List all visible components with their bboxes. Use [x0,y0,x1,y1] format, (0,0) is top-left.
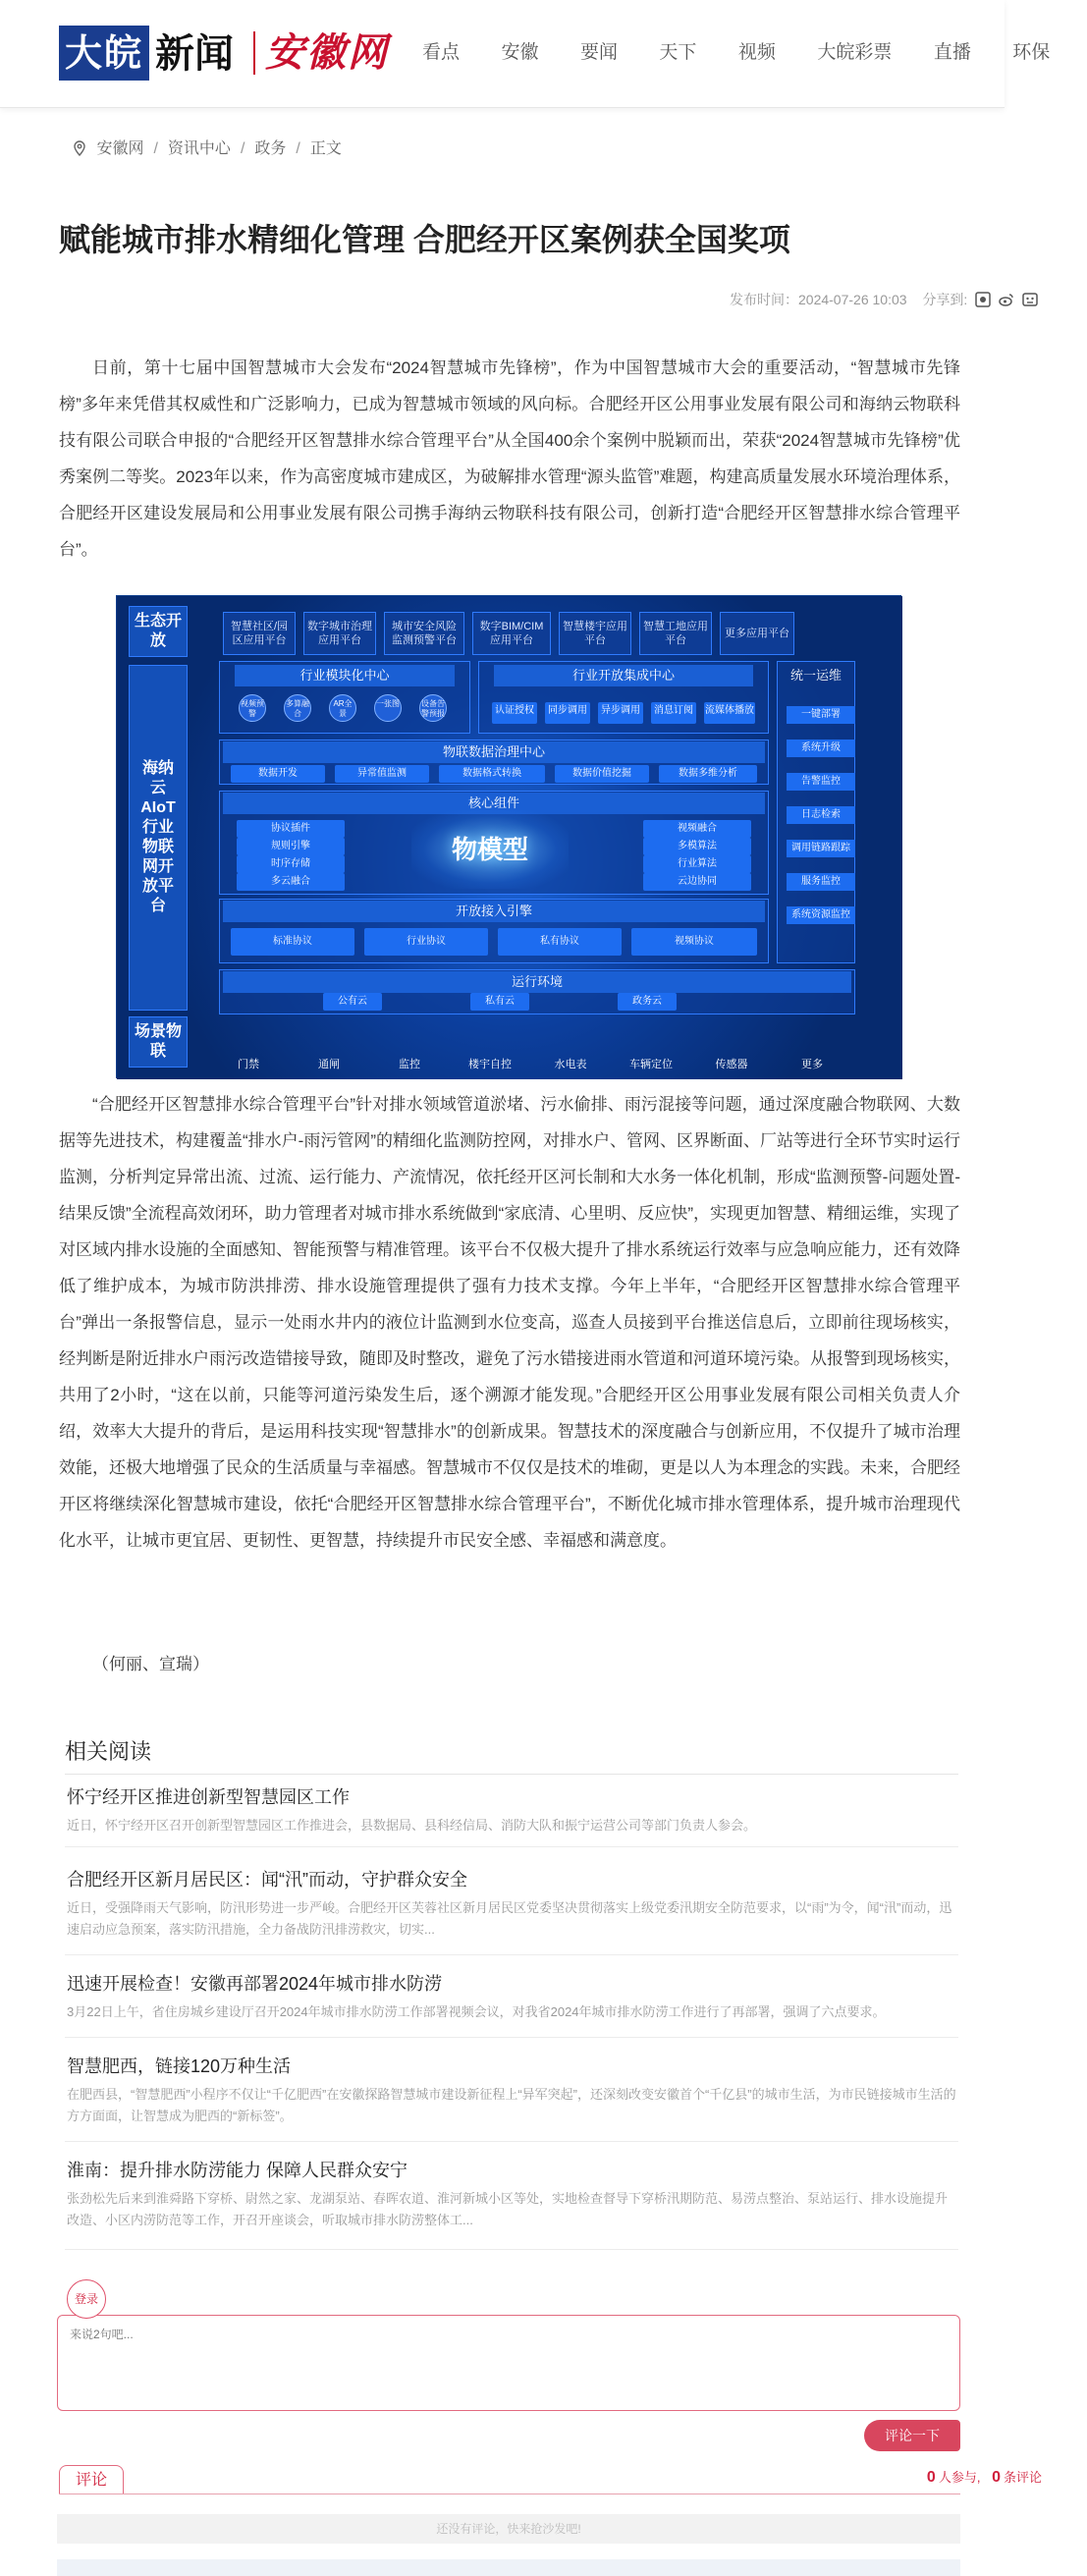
related-item-title[interactable]: 迅速开展检查！安徽再部署2024年城市排水防涝 [67,1974,443,1994]
fig-bottom-3: 监控 [399,1059,420,1070]
fig-bottom-6: 车辆定位 [629,1059,673,1070]
article-meta [730,289,1038,310]
fig-core-model: 物模型 [411,810,569,889]
weibo-share-icon[interactable] [999,292,1014,307]
fig-label-scene: 场景物联 [129,1016,188,1068]
fig-core-right-1: 视频融合 [643,820,751,838]
fig-integration-head: 行业开放集成中心 [494,665,753,686]
fig-industry-chip-4: 一张图 [374,694,402,722]
fig-access-item-1: 标准协议 [231,928,354,956]
nav-item-tianxia[interactable]: 天下 [659,42,697,63]
publish-time: 2024-07-26 10:03 [798,292,907,307]
fig-access-item-2: 行业协议 [364,928,488,956]
fig-integration-chip-4: 消息订阅 [651,702,696,724]
related-item [67,1783,958,1836]
fig-bottom-8: 更多 [801,1059,823,1070]
logo-divider [253,31,255,75]
fig-core-right-2: 多模算法 [643,838,751,855]
fig-runtime-item-3: 政务云 [618,993,677,1011]
fig-core-left-2: 规则引擎 [237,838,345,855]
fig-data-pill-3: 数据格式转换 [439,765,545,783]
fig-core-left-1: 协议插件 [237,820,345,838]
main-nav [422,39,1087,67]
fig-ops-item-2: 系统升级 [787,740,855,757]
tab-comments[interactable]: 评论 [59,2465,124,2494]
article-byline: （何丽、宣瑞） [92,1655,209,1673]
logo-news[interactable]: 新闻 [155,31,234,77]
related-item-summary: 近日，受强降雨天气影响，防汛形势进一步严峻。合肥经开区芙蓉社区新月居民区党委坚决贯彻落实上级党委汛期安全防范要求，以“雨”为令，闻“汛”而动，迅速启动应急预案，落实防汛措施，全力备战防汛排涝救灾，切实... [67,1900,952,1937]
fig-ops-item-1: 一键部署 [787,706,855,724]
breadcrumb-government[interactable]: 政务 [254,140,287,157]
fig-ops-item-6: 服务监控 [787,873,855,891]
fig-core-left-4: 多云融合 [237,873,345,891]
fig-data-pill-4: 数据价值挖掘 [555,765,649,783]
fig-label-ecosystem: 生态开放 [129,606,188,657]
comment-input[interactable] [57,2315,960,2411]
login-button[interactable]: 登录 [67,2279,106,2319]
location-pin-icon [73,140,86,156]
fig-bottom-4: 楼宇自控 [468,1059,512,1070]
fig-top-app-2: 数字城市治理应用平台 [303,612,376,655]
fig-industry-head: 行业模块化中心 [235,665,455,686]
fig-data-pill-2: 异常值监测 [335,765,429,783]
related-item [67,2157,958,2231]
breadcrumb-separator: / [296,140,300,157]
fig-data-pill-5: 数据多维分析 [659,765,757,783]
related-item [67,1970,958,2023]
article-title: 赋能城市排水精细化管理 合肥经开区案例获全国奖项 [59,222,790,257]
site-header [0,0,1051,108]
participants-label: 人参与, [938,2470,981,2485]
fig-data-head: 物联数据治理中心 [223,741,765,763]
comment-stats [927,2467,1042,2489]
related-item-divider [65,1846,958,1847]
related-item-title[interactable]: 怀宁经开区推进创新型智慧园区工作 [67,1787,350,1807]
related-item-summary: 3月22日上午，省住房城乡建设厅召开2024年城市排水防涝工作部署视频会议，对我省2024年城市排水防涝工作进行了再部署，强调了六点要求。 [67,2004,886,2019]
qzone-share-icon[interactable] [975,292,991,307]
fig-runtime-item-1: 公有云 [323,993,382,1011]
fig-core-right-4: 云边协同 [643,873,751,891]
related-item-divider [65,1954,958,1955]
related-item-title[interactable]: 淮南：提升排水防涝能力 保障人民群众安宁 [67,2161,408,2180]
fig-ops-item-3: 告警监控 [787,773,855,791]
nav-item-env[interactable]: 环保 [1012,42,1051,63]
fig-runtime-item-2: 私有云 [470,993,529,1011]
fig-data-pill-1: 数据开发 [231,765,325,783]
fig-label-platform: 海纳云AIoT行业物联网开放平台 [129,665,188,1011]
fig-top-app-5: 智慧楼宇应用平台 [559,612,631,655]
publish-label: 发布时间： [730,292,798,307]
nav-item-lottery[interactable]: 大皖彩票 [817,42,893,63]
fig-core-left-3: 时序存储 [237,855,345,873]
fig-top-app-4: 数字BIM/CIM应用平台 [472,612,551,655]
breadcrumb-news-center[interactable]: 资讯中心 [167,140,231,157]
wechat-share-icon[interactable] [1022,292,1038,307]
fig-runtime-head: 运行环境 [223,971,851,993]
related-item-divider [65,2037,958,2038]
related-item-divider [65,2141,958,2142]
comments-count: 0 [992,2469,1001,2486]
nav-item-yaowen[interactable]: 要闻 [579,42,618,63]
related-item [67,2053,958,2127]
related-divider [65,1774,958,1775]
related-item-title[interactable]: 智慧肥西，链接120万种生活 [67,2056,292,2076]
fig-top-app-7: 更多应用平台 [720,612,794,655]
fig-bottom-2: 通闸 [318,1059,340,1070]
fig-bottom-1: 门禁 [238,1059,259,1070]
breadcrumb-current: 正文 [309,140,342,157]
fig-core-right-3: 行业算法 [643,855,751,873]
breadcrumb-separator: / [240,140,245,157]
related-item-divider [65,2249,958,2250]
article-paragraph-1: 日前，第十七届中国智慧城市大会发布“2024智慧城市先锋榜”，作为中国智慧城市大会的重要活动，“智慧城市先锋榜”多年来凭借其权威性和广泛影响力，已成为智慧城市领域的风向标。合肥经开区公用事业发展有限公司和海纳云物联科技有限公司联合申报的“合肥经开区智慧排水综合管理平台”从全国400余个案例中脱颖而出，荣获“2024智慧城市先锋榜”优秀案例二等奖。2023年以来，作为高密度城市建成区，为破解排水管理“源头监管”难题，构建高质量发展水环境治理体系，合肥经开区建设发展局和公用事业发展有限公司携手海纳云物联科技有限公司，创新打造“合肥经开区智慧排水综合管理平台”。 [59,358,960,559]
breadcrumb-separator: / [153,140,158,157]
fig-ops-item-7: 系统资源监控 [787,906,855,924]
related-item [67,1866,958,1941]
fig-ops-item-5: 调用链路跟踪 [787,840,855,857]
fig-top-app-6: 智慧工地应用平台 [639,612,712,655]
breadcrumb-home[interactable]: 安徽网 [96,140,144,157]
fig-top-app-3: 城市安全风险监测预警平台 [384,612,464,655]
participants-count: 0 [926,2469,936,2486]
comments-label: 条评论 [1003,2470,1042,2485]
platform-architecture-figure [116,595,901,1078]
fig-bottom-5: 水电表 [554,1059,587,1070]
related-item-summary: 在肥西县，“智慧肥西”小程序不仅让“千亿肥西”在安徽探路智慧城市建设新征程上“异军突起”，还深刻改变安徽首个“千亿县”的城市生活，为市民链接城市生活的方方面面，让智慧成为肥西的“新标签”。 [67,2087,956,2123]
fig-top-app-1: 智慧社区/园区应用平台 [223,612,296,655]
fig-industry-chip-2: 多算融合 [284,694,311,722]
nav-item-video[interactable]: 视频 [737,42,776,63]
share-label: 分享到: [922,292,968,307]
empty-comments-notice: 还没有评论，快来抢沙发吧! [57,2514,960,2544]
fig-core-head: 核心组件 [223,793,765,814]
fig-bottom-7: 传感器 [715,1059,748,1070]
fig-access-head: 开放接入引擎 [223,901,765,922]
related-item-title[interactable]: 合肥经开区新月居民区：闻“汛”而动，守护群众安全 [67,1870,467,1890]
nav-item-anhui[interactable]: 安徽 [501,42,539,63]
related-reading-title: 相关阅读 [65,1739,152,1764]
fig-access-item-4: 视频协议 [631,928,757,956]
breadcrumb [73,137,342,161]
fig-integration-chip-3: 异步调用 [598,702,643,724]
footer-band [57,2559,960,2576]
nav-item-kandian[interactable]: 看点 [422,42,461,63]
related-item-summary: 张劲松先后来到淮舜路下穿桥、尉然之家、龙湖泵站、春晖农道、淮河新城小区等处，实地检查督导下穿桥汛期防范、易涝点整治、泵站运行、排水设施提升改造、小区内涝防范等工作，开召开座谈会，听取城市排水防涝整体工... [67,2191,949,2227]
fig-ops-item-4: 日志检索 [787,806,855,824]
fig-integration-chip-5: 流媒体播放 [704,702,755,724]
fig-integration-chip-2: 同步调用 [545,702,590,724]
logo-province[interactable]: 安徽网 [265,29,389,76]
fig-ops-head: 统一运维 [789,668,842,683]
nav-item-live[interactable]: 直播 [933,42,971,63]
fig-industry-chip-1: 视频预警 [239,694,266,722]
fig-access-item-3: 私有协议 [498,928,622,956]
fig-industry-chip-3: AR全景 [329,694,356,722]
article-paragraph-2: “合肥经开区智慧排水综合管理平台”针对排水领域管道淤堵、污水偷排、雨污混接等问题，通过深度融合物联网、大数据等先进技术，构建覆盖“排水户-雨污管网”的精细化监测防控网，对排水户、管网、区界断面、厂站等进行全环节实时运行监测，分析判定异常出流、过流、运行能力、产流情况，依托经开区河长制和大水务一体化机制，形成“监测预警-问题处置-结果反馈”全流程高效闭环，助力管理者对城市排水系统做到“家底清、心里明、反应快”，实现更加智慧、精细运维，实现了对区域内排水设施的全面感知、智能预警与精准管理。该平台不仅极大提升了排水系统运行效率与应急响应能力，还有效降低了维护成本，为城市防洪排涝、排水设施管理提供了强有力技术支撑。今年上半年，“合肥经开区智慧排水综合管理平台”弹出一条报警信息，显示一处雨水井内的液位计监测到水位变高，巡查人员接到平台推送信息后，立即前往现场核实，经判断是附近排水户雨污改造错接导致，随即及时整改，避免了污水错接进雨水管道和河道环境污染。从报警到现场核实，共用了2小时，“这在以前，只能等河道污染发生后，逐个溯源才能发现。”合肥经开区公用事业发展有限公司相关负责人介绍，效率大大提升的背后，是运用科技实现“智慧排水”的创新成果。智慧技术的深度融合与创新应用，不仅提升了城市治理效能，还极大地增强了民众的生活质量与幸福感。智慧城市不仅仅是技术的堆砌，更是以人为本理念的实践。未来，合肥经开区将继续深化智慧城市建设，依托“合肥经开区智慧排水综合管理平台”，不断优化城市排水管理体系，提升城市治理现代化水平，让城市更宜居、更韧性、更智慧，持续提升市民安全感、幸福感和满意度。 [59,1095,960,1550]
related-item-summary: 近日，怀宁经开区召开创新型智慧园区工作推进会，县数据局、县科经信局、消防大队和振宁运营公司等部门负责人参会。 [67,1818,757,1833]
logo-brand[interactable]: 大皖 [59,26,149,81]
fig-integration-chip-1: 认证授权 [492,702,537,724]
submit-comment-button[interactable]: 评论一下 [864,2420,960,2451]
fig-industry-chip-5: 设备告警预报 [419,694,447,722]
